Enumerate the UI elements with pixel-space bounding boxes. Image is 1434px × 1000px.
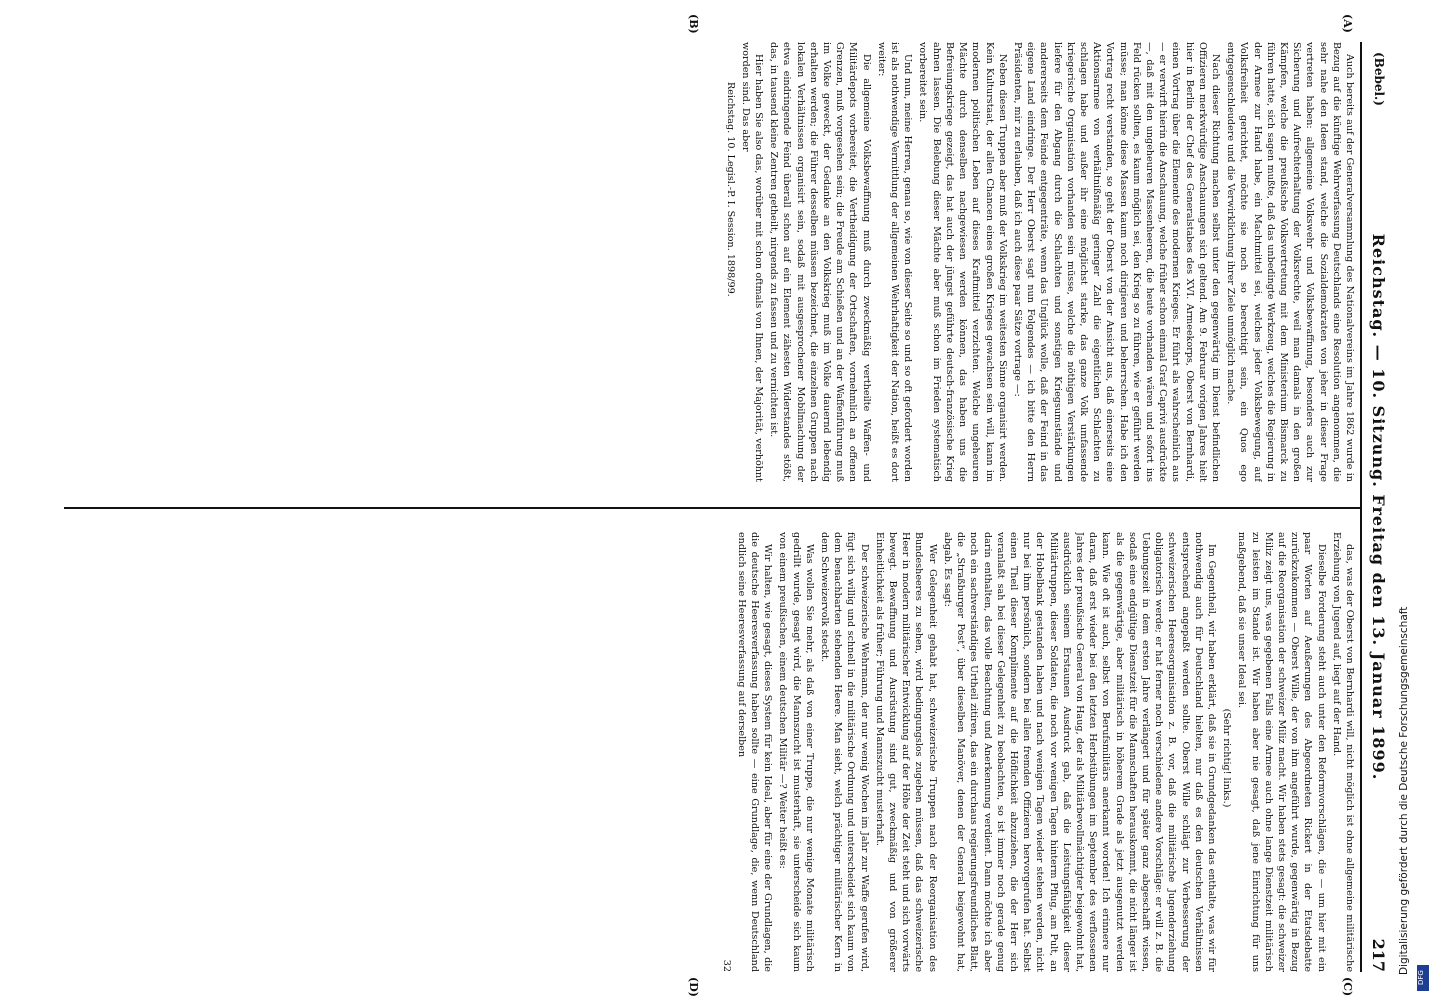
paragraph: Auch bereits auf der Generalversammlung des Nationalvereins im Jahre 1862 wurde in Bezug auf die künftige Wehrverfassung Deutschlands eine Resolution angenommen, die sehr nahe den Ideen stand, welche die Sozialdemokraten von jeher in dieser Frage vertreten haben: allgemeine Volkswehr und Volksbewaffnung, besonders auch zur Sicherung und Aufrechterhaltung der Volksrechte, weil man damals in den großen Kämpfen, welche die preußische Volksvertretung mit dem Ministerium Bismarck zu führen hatte, sich sagen mußte, daß das unbedingte Werkzeug, welches die Regierung in der Armee zur Hand habe, ein Machtmittel sei, welches jeder Volksbewegung, auf Volksfreiheit gerichtet, möchte sie noch so berechtigt sein, ein Quos ego entgegenschleudere und die Verwirklichung ihrer Ziele unmöglich mache.: [1225, 42, 1355, 482]
paragraph: Nach dieser Richtung machen selbst unter den gegenwärtig im Dienst befindlichen Offizieren merkwürdige Anschauungen sich geltend. Am 9. Februar vorigen Jahres hielt hier in Berlin der Chef des Generalstabes des XVI. Armeekorps, Oberst von Bernhardi, einen Vortrag über die Elemente des modernen Krieges. Er führt als wahrscheinlich aus — er verwirft hierin die Anschauung, welche früher schon einmal Graf Caprivi ausdrückte —, daß mit den ungeheuren Massenheeren, die heute vorhanden wären und sofort ins Feld rücken sollten, es kaum möglich sei, den Krieg so zu führen, wie er geführt werden müsse; man könne diese Massen kaum noch dirigieren und beherrschen. Habe ich den Vortrag recht verstanden, so geht der Oberst von der Ansicht aus, daß einerseits eine Aktionsarmee von verhältnißmäßig geringer Zahl die eigentlichen Schlachten zu schlagen habe und außer ihr eine möglichst starke, das ganze Volk umfassende kriegerische Organisation vorhanden sein müsse, welche die nöthigen Verstärkungen liefere für den Abgang durch die Schlachten und sonstigen Kriegsumstände und andererseits dem Feinde entgegenträte, wenn das Unglück wolle, daß der Feind in das eigene Land eindringe. Der Herr Oberst sagt nun Folgendes — ich bitte den Herrn Präsidenten, mir zu erlauben, daß ich auch diese paar Sätze vortrage —:: [1011, 42, 1221, 482]
paragraph: Im Gegentheil, wir haben erklärt, daß sie in Grundgedanken das enthalte, was wir für nothwendig auch für Deutschland hielten, nur daß es den deutschen Verhältnissen entsprechend angepaßt werden sollte. Oberst Wille schlägt zur Verbesserung der schweizerischen Heeresorganisation z. B. vor, daß die militärische Jugenderziehung obligatorisch werde; er hat ferner noch verschiedene andere Vorschläge: er will z. B. die Uebungszeit in dem ersten Jahre verlängert und für später ganz abgeschafft wissen, sodaß eine endgültige Dienstzeit für die Mannschaften herauskommt, die nicht länger ist als die gegenwärtige, aber militärisch in höherem Grade als jetzt ausgenutzt werden kann. Wie oft ist auch, selbst von Berufsmilitärs anerkannt worden! Ich erinnere nur daran, daß erst wieder bei den letzten Herbstübungen im September des verflossenen Jahres der preußische General von Haug, der als Militärbevollmächtigter beigewohnt hat, ausdrücklich seinem Erstaunen Ausdruck gab, daß die Leistungsfähigkeit dieser Militärtruppen, dieser Soldaten, die noch vor wenigen Tagen hinterm Pflug, am Pult, an der Hobelbank gestanden haben und nach wenigen Tagen wieder stehen werden, nicht nur bei ihm persönlich, sondern bei allen fremden Offizieren hervorgerufen hat. Selbst einen Theil dieser Komplimente auf die Höflichkeit abzuziehen, die der Herr sich veranlaßt sah bei dieser Gelegenheit zu beobachten, so ist immer noch gerade genug darin enthalten, das volle Beachtung und Anerkennung verdient. Dann möchte ich aber noch ein sachverständiges Urtheil zitiren, das ein durchaus regierungsfreundliches Blatt, die „Straßburger Post“, über dieselben Manöver, denen der General beigewohnt hat, abgab. Es sagt:: [941, 532, 1217, 972]
footer-right-note: 32: [720, 959, 732, 972]
right-column: [66, 532, 1356, 972]
digitization-credit: Digitalisierung gefördert durch die Deutsche Forschungsgemeinschaft: [1398, 606, 1410, 975]
dfg-logo: DFG: [1417, 965, 1429, 991]
page-number: 217: [1369, 938, 1388, 972]
left-column: [66, 42, 1356, 482]
paragraph: Wer Gelegenheit gehabt hat, schweizerische Truppen nach der Reorganisation des Bundesheeres zu sehen, wird bedingungslos zugeben müssen, daß das schweizerische Heer in modern militärischer Entwicklung auf der Höhe der Zeit steht und sich vorwärts bewegt. Bewaffnung und Ausrüstung sind gut, zweckmäßig und von größerer Einheitlichkeit als früher; Führung und Mannszucht musterhaft.: [873, 532, 938, 972]
paragraph: das, was der Oberst von Bernhardi will, nicht möglich ist ohne allgemeine militärische Erziehung von Jugend auf, liegt auf der Hand.: [1330, 532, 1355, 972]
paragraph: Und nun, meine Herren, genau so, wie von dieser Seite so und so oft gefordert worden ist als nothwendige Vermittlung der allgemeinen Wehrhaftigkeit der Nation, heißt es dort weiter:: [875, 42, 914, 482]
paragraph: Die allgemeine Volksbewaffnung muß durch zweckmäßig vertheilte Waffen- und Militärdepots vorbereitet, die Vertheidigung der Ortschaften, vornehmlich an offenen Grenzen, muß vorgesehen sein; die Freude am Schießen und an der Waffenführung muß im Volke geweckt, der Gedanke an den Volkskrieg muß im Volke dauernd lebendig erhalten werden; die Führer desselben müssen bezeichnet, die einzelnen Gruppen nach lokalen Verhältnissen organisirt sein, sodaß mit ausgesprochener Mobilmachung der etwa eindringende Feind überall schon auf ein Element zähesten Widerstandes stößt, das, in tausend kleine Zentren getheilt, nirgends zu fassen und zu vernichten ist.: [768, 42, 872, 482]
footer-left-note: Reichstag. 10. Legisl.-P. I. Session. 1898/99.: [724, 82, 736, 297]
page-header: [1360, 42, 1390, 972]
column-divider: [64, 507, 1360, 509]
margin-marker-a: (A): [1341, 14, 1354, 33]
speaker-name: (Bebel.): [1372, 52, 1386, 106]
paragraph: Wir halten, wie gesagt, dieses System für kein Ideal, aber für eine der Grundlagen, die die deutsche Heeresverfassung haben sollte — eine Grundlage, die, wenn Deutschland endlich seine Heeresverfassung auf derselben: [735, 532, 774, 972]
header-rule: [1360, 42, 1362, 972]
paragraph: Der schweizerische Wehrmann, der nur wenig Wochen im Jahr zur Waffe gerufen wird, fügt sich willig und schnell in die militärische Ordnung und unterscheidet sich kaum von dem benachbarten stehenden Heere. Man sieht, welch prächtiger militärischer Kern in dem Schweizervolk steckt.: [819, 532, 870, 972]
paragraph: Was wollen Sie mehr, als daß von einer Truppe, die nur wenige Monate militärisch gedrillt wurde, gesagt wird, die Mannszucht ist musterhaft, sie unterscheide sich kaum von einem preußischen, einem deutschen Militär —? Weiter heißt es:: [777, 532, 815, 972]
margin-marker-c: (C): [1341, 977, 1354, 997]
rotated-document: [60, 14, 1390, 997]
paragraph: (Sehr richtig! links.): [1221, 708, 1233, 808]
page-title: Reichstag. — 10. Sitzung. Freitag den 13. Januar 1899.: [1369, 233, 1388, 781]
margin-marker-d: (D): [687, 977, 700, 997]
paragraph: Neben diesen Truppen aber muß der Volkskrieg im weitesten Sinne organisirt werden. Kein Kulturstaat, der allen Chancen eines großen Krieges gewachsen sein will, kann im modernen politischen Leben auf dieses Kraftmittel verzichten. Welche ungeheuren Mächte durch denselben nachgewiesen werden können, das haben uns die Befreiungskriege gezeigt, das hat auch der jüngst geführte deutsch-französische Krieg ahnen lassen. Die Belebung dieser Mächte aber muß schon im Frieden systematisch vorbereitet sein.: [917, 42, 1008, 482]
paragraph: Hier haben Sie also das, worüber mit schon oftmals von Ihnen, der Majorität, verhöhnt worden sind. Das aber: [739, 42, 765, 482]
margin-marker-b: (B): [687, 14, 700, 34]
paragraph: Dieselbe Forderung steht auch unter den Reformvorschlägen, die — um hier mit ein paar Worten auf Aeußerungen des Abgeordneten Rickert in der Etatsdebatte zurückzukommen — Oberst Wille, der von ihm angeführt wurde, gegenwärtig in Bezug auf die Reorganisation der schweizer Miliz macht. Wir haben stets gesagt: die schweizer Miliz zeigt uns, was gegebenen Falls eine Armee auch ohne lange Dienstzeit militärisch zu leisten im Stande ist. Wir haben aber nie gesagt, daß jene Einrichtung für uns maßgebend, daß sie unser Ideal sei.: [1236, 532, 1327, 972]
